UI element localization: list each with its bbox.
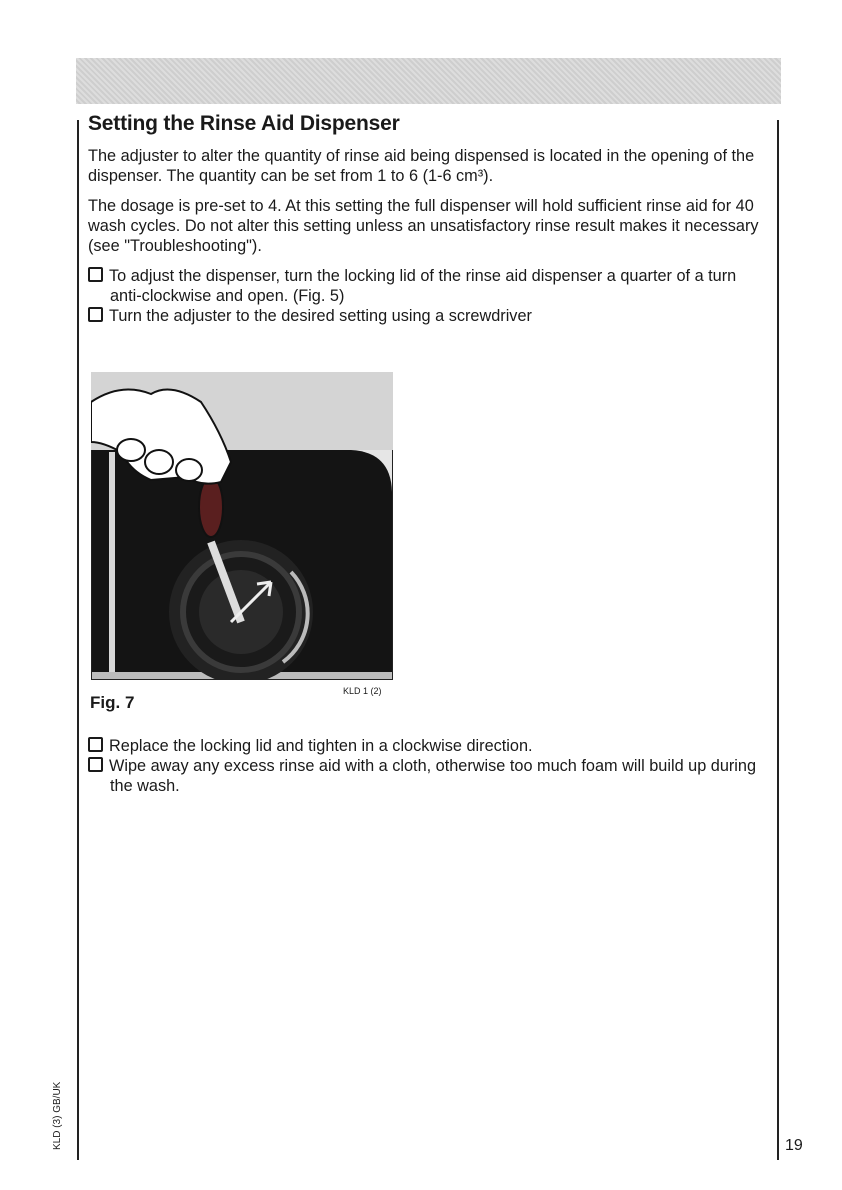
paragraph-adjuster: The adjuster to alter the quantity of rinse aid being dispensed is located in the opening of the dispenser. The quantity can be set from 1 to 6 (1-6 cm³). [88,147,755,185]
step-item [88,306,768,326]
step-item [88,756,768,796]
steps-after-list [88,736,768,796]
right-margin-rule [777,120,779,1160]
step-text: Turn the adjuster to the desired setting using a screwdriver [109,307,532,325]
section-content [88,112,768,326]
steps-after-container [88,736,768,796]
step-text: Wipe away any excess rinse aid with a cloth, otherwise too much foam will build up during the wash. [109,757,757,795]
steps-before-list [88,266,768,326]
step-text: To adjust the dispenser, turn the locking lid of the rinse aid dispenser a quarter of a turn anti-clockwise and open. (Fig. 5) [109,267,737,305]
checkbox-square-icon [88,737,103,752]
checkbox-square-icon [88,307,103,322]
step-item [88,266,768,306]
checkbox-square-icon [88,757,103,772]
checkbox-square-icon [88,267,103,282]
paragraph-dosage: The dosage is pre-set to 4. At this setting the full dispenser will hold sufficient rinse aid for 40 wash cycles. Do not alter this setting unless an unsatisfactory rinse result makes it necessary (see "Troubleshooting"). [88,197,759,255]
step-text: Replace the locking lid and tighten in a clockwise direction. [109,737,533,755]
figure-code: KLD 1 (2) [343,686,382,696]
figure-image [91,372,393,680]
left-margin-rule [77,120,79,1160]
page-number: 19 [785,1137,803,1154]
document-code: KLD (3) GB/UK [52,1081,63,1150]
section-title: Setting the Rinse Aid Dispenser [88,112,400,135]
header-band [76,58,781,104]
step-item [88,736,768,756]
figure-caption: Fig. 7 [90,693,135,712]
